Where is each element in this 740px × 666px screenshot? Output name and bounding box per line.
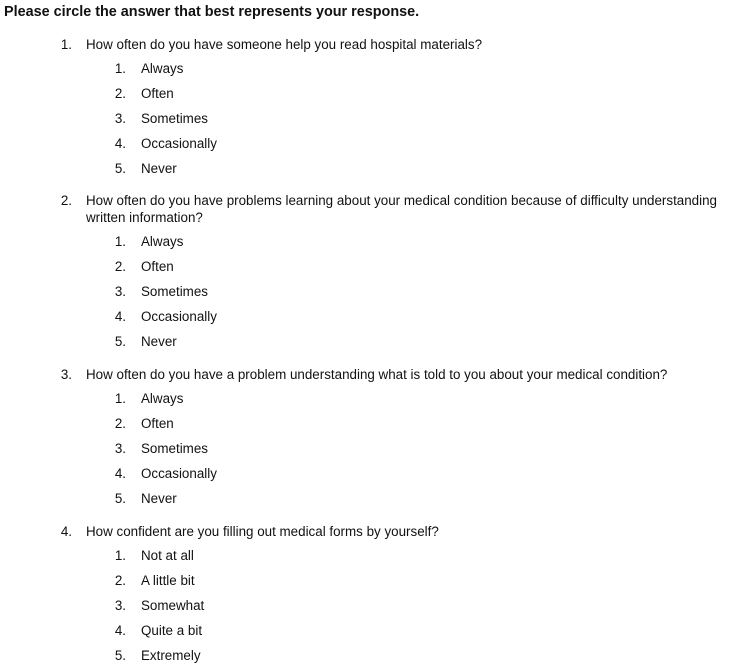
option-label: Often bbox=[141, 416, 174, 431]
question-text: How often do you have someone help you read hospital materials? bbox=[86, 37, 483, 52]
option-number: 2. bbox=[114, 259, 126, 274]
question-text: How confident are you filling out medical forms by yourself? bbox=[86, 524, 439, 539]
question-text: How often do you have a problem understanding what is told to you about your medical condition? bbox=[86, 367, 668, 382]
option-label: Often bbox=[141, 259, 174, 274]
option-number: 1. bbox=[114, 61, 126, 76]
option-number: 4. bbox=[114, 309, 126, 324]
option-number: 5. bbox=[114, 334, 126, 349]
option-label: Sometimes bbox=[141, 111, 208, 126]
option-number: 2. bbox=[114, 416, 126, 431]
option-label: Always bbox=[141, 234, 184, 249]
question-number: 3. bbox=[60, 367, 72, 382]
option-number: 4. bbox=[114, 466, 126, 481]
option-number: 3. bbox=[114, 598, 126, 613]
option-label: Never bbox=[141, 161, 177, 176]
question-number: 2. bbox=[60, 193, 72, 208]
option-label: Occasionally bbox=[141, 309, 217, 324]
question-text: How often do you have problems learning about your medical condition because of difficulty understanding written information? bbox=[86, 193, 717, 225]
option-label: Often bbox=[141, 86, 174, 101]
option-number: 5. bbox=[114, 161, 126, 176]
option-number: 3. bbox=[114, 111, 126, 126]
option-label: Occasionally bbox=[141, 136, 217, 151]
option-number: 5. bbox=[114, 648, 126, 663]
option-number: 3. bbox=[114, 284, 126, 299]
option-label: Never bbox=[141, 334, 177, 349]
option-number: 4. bbox=[114, 136, 126, 151]
option-label: Never bbox=[141, 491, 177, 506]
option-label: A little bit bbox=[141, 573, 195, 588]
option-number: 2. bbox=[114, 573, 126, 588]
option-label: Sometimes bbox=[141, 284, 208, 299]
option-number: 5. bbox=[114, 491, 126, 506]
option-label: Occasionally bbox=[141, 466, 217, 481]
option-number: 4. bbox=[114, 623, 126, 638]
option-label: Extremely bbox=[141, 648, 201, 663]
option-number: 3. bbox=[114, 441, 126, 456]
option-label: Always bbox=[141, 391, 184, 406]
option-number: 1. bbox=[114, 391, 126, 406]
option-label: Sometimes bbox=[141, 441, 208, 456]
option-label: Somewhat bbox=[141, 598, 205, 613]
question-number: 4. bbox=[60, 524, 72, 539]
option-label: Always bbox=[141, 61, 184, 76]
option-label: Not at all bbox=[141, 548, 194, 563]
option-number: 1. bbox=[114, 234, 126, 249]
instructions-heading: Please circle the answer that best represents your response. bbox=[4, 4, 420, 20]
option-label: Quite a bit bbox=[141, 623, 203, 638]
question-number: 1. bbox=[60, 37, 72, 52]
option-number: 1. bbox=[114, 548, 126, 563]
option-number: 2. bbox=[114, 86, 126, 101]
